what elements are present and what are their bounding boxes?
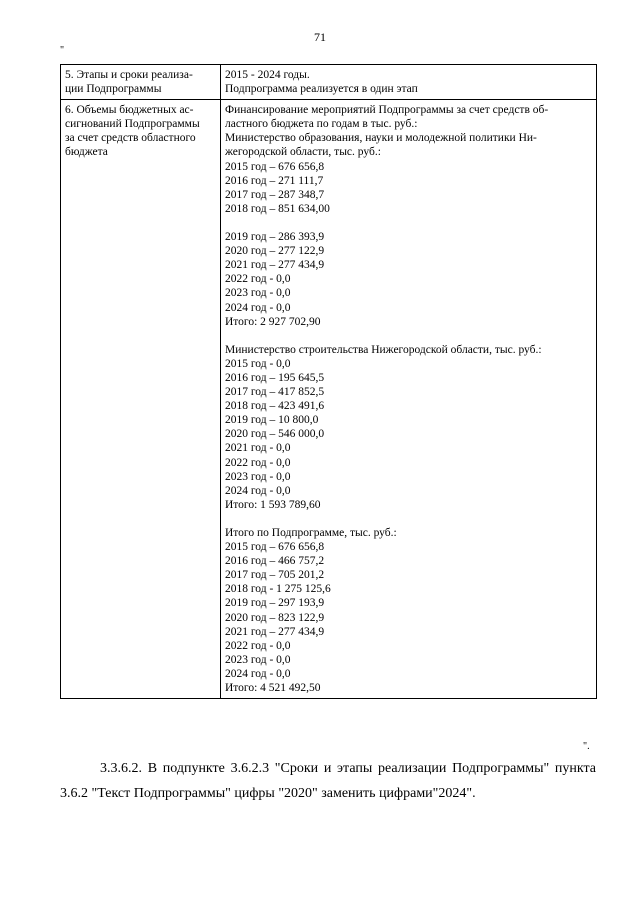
amendment-paragraph [60, 756, 596, 806]
value-line: 2024 год - 0,0 [225, 667, 291, 680]
value-line: 2020 год – 823 122,9 [225, 611, 325, 624]
value-line: Итого: 4 521 492,50 [225, 682, 321, 695]
value-line: 2023 год - 0,0 [225, 653, 291, 666]
value-line: 2016 год – 195 645,5 [225, 371, 325, 384]
value-line: 2015 год - 0,0 [225, 357, 291, 370]
value-line: 2017 год – 287 348,7 [225, 188, 325, 201]
value-line: Министерство строительства Нижегородской области, тыс. руб.: [225, 343, 542, 356]
value-line: 2017 год – 705 201,2 [225, 569, 325, 582]
value-line: 2019 год – 297 193,9 [225, 597, 325, 610]
value-line: 2024 год - 0,0 [225, 484, 291, 497]
value-line: 2015 год – 676 656,8 [225, 541, 325, 554]
value-line: 2018 год – 423 491,6 [225, 400, 325, 413]
table-row [61, 100, 597, 699]
value-line: 2022 год - 0,0 [225, 639, 291, 652]
value-line: 2020 год – 546 000,0 [225, 428, 325, 441]
value-line: 2019 год – 10 800,0 [225, 414, 319, 427]
value-line [225, 329, 593, 343]
amendment-paragraph-text: 3.3.6.2. В подпункте 3.6.2.3 "Сроки и этапы реализации Подпрограммы" пункта 3.6.2 "Текст Подпрограммы" цифры "2020" заменить цифрами"2024". [60, 761, 596, 801]
passport-table-body [61, 65, 597, 699]
label-line: 6. Объемы бюджетных ас- [65, 104, 194, 117]
value-line: 2022 год - 0,0 [225, 456, 291, 469]
row-label-cell [61, 100, 221, 699]
value-line: 2015 - 2024 годы. [225, 69, 310, 81]
value-line: 2023 год - 0,0 [225, 470, 291, 483]
value-line: 2024 год - 0,0 [225, 301, 291, 314]
value-line: Итого: 1 593 789,60 [225, 498, 321, 511]
value-line [225, 512, 593, 526]
label-line: бюджета [65, 146, 108, 159]
value-line: 2016 год – 466 757,2 [225, 555, 325, 568]
label-line: за счет средств областного [65, 132, 196, 145]
label-line: ции Подпрограммы [65, 83, 162, 96]
value-line: 2019 год – 286 393,9 [225, 231, 325, 244]
value-line: 2020 год – 277 122,9 [225, 245, 325, 258]
value-line: 2018 год - 1 275 125,6 [225, 583, 331, 596]
value-line: жегородской области, тыс. руб.: [225, 146, 381, 159]
value-line: 2015 год – 676 656,8 [225, 160, 325, 173]
value-line: Итого: 2 927 702,90 [225, 315, 321, 328]
value-line [225, 216, 593, 230]
value-line: 2021 год - 0,0 [225, 442, 291, 455]
row-value-cell [221, 65, 597, 100]
value-line: 2022 год - 0,0 [225, 273, 291, 286]
value-line: 2018 год – 851 634,00 [225, 202, 330, 215]
value-line: 2017 год – 417 852,5 [225, 386, 325, 399]
value-line: Итого по Подпрограмме, тыс. руб.: [225, 527, 397, 539]
closing-quote-mark: ". [583, 741, 590, 752]
value-line: Подпрограмма реализуется в один этап [225, 83, 418, 96]
passport-table [60, 64, 597, 699]
value-line: 2023 год - 0,0 [225, 287, 291, 300]
value-line: 2021 год – 277 434,9 [225, 625, 325, 638]
value-line: 2021 год – 277 434,9 [225, 259, 325, 272]
row-value-cell [221, 100, 597, 699]
row-label-cell [61, 65, 221, 100]
label-line: сигнований Подпрограммы [65, 118, 200, 131]
label-line: 5. Этапы и сроки реализа- [65, 69, 193, 81]
opening-quote-mark: " [60, 45, 65, 56]
table-row [61, 65, 597, 100]
value-line: Финансирование мероприятий Подпрограммы за счет средств об- [225, 104, 549, 117]
page-number: 71 [314, 30, 326, 44]
value-line: 2016 год – 271 111,7 [225, 174, 324, 187]
value-line: Министерство образования, науки и молодежной политики Ни- [225, 132, 537, 145]
value-line: ластного бюджета по годам в тыс. руб.: [225, 118, 418, 131]
